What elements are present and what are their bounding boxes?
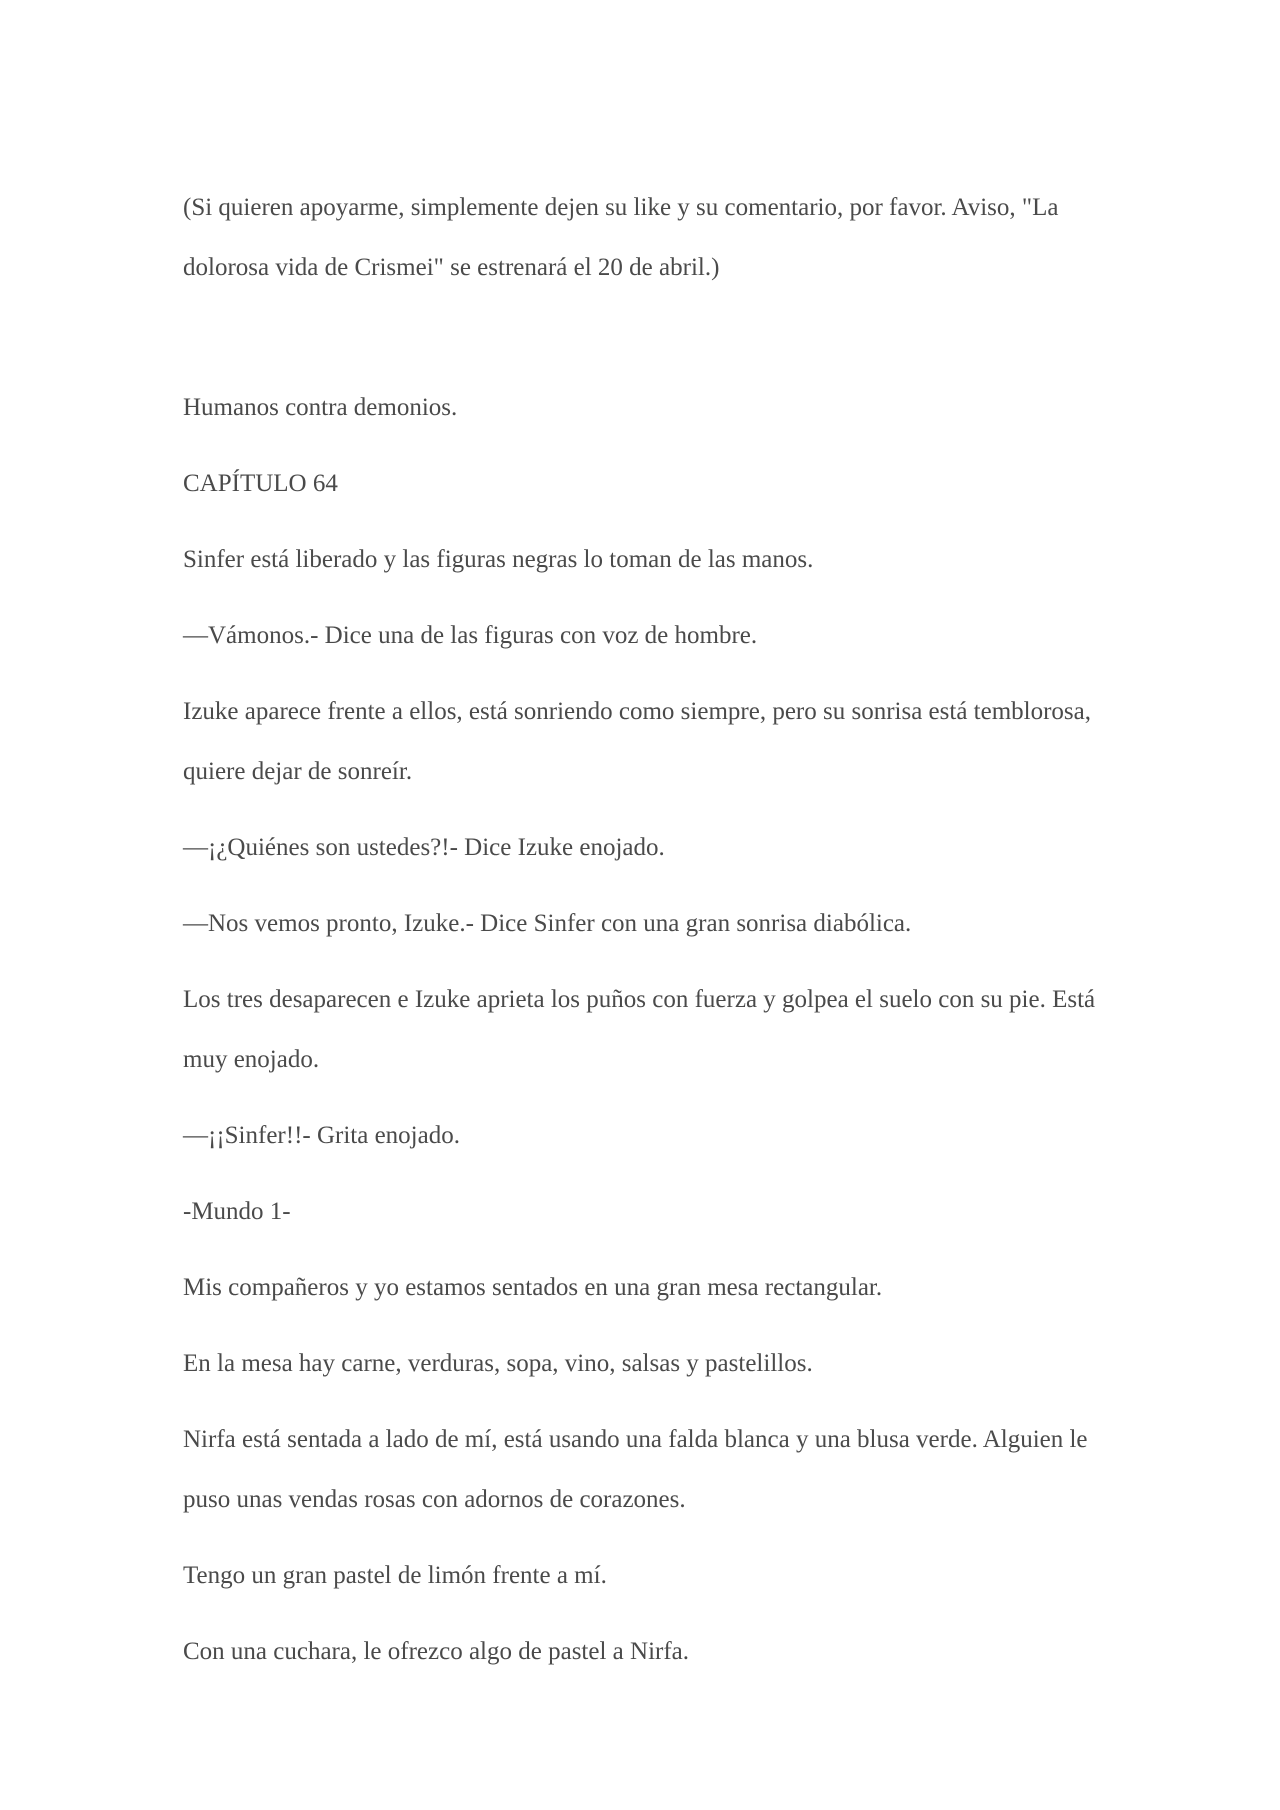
paragraph: Izuke aparece frente a ellos, está sonriendo como siempre, pero su sonrisa está temblorosa, quiere dejar de sonreír.: [183, 698, 1091, 785]
paragraph: Los tres desaparecen e Izuke aprieta los puños con fuerza y golpea el suelo con su pie. Está muy enojado.: [183, 986, 1096, 1073]
paragraph: Sinfer está liberado y las figuras negras lo toman de las manos.: [183, 546, 814, 573]
paragraph: Nirfa está sentada a lado de mí, está usando una falda blanca y una blusa verde. Alguien le puso unas vendas rosas con adornos de corazones.: [183, 1426, 1088, 1513]
paragraph: Tengo un gran pastel de limón frente a mí.: [183, 1562, 607, 1589]
paragraph: Mis compañeros y yo estamos sentados en una gran mesa rectangular.: [183, 1274, 883, 1301]
story-title: Humanos contra demonios.: [183, 394, 458, 421]
dialogue-paragraph: —¡¡Sinfer!!- Grita enojado.: [183, 1122, 460, 1149]
scene-heading: -Mundo 1-: [183, 1198, 291, 1225]
dialogue-paragraph: —Vámonos.- Dice una de las figuras con voz de hombre.: [183, 622, 758, 649]
paragraph: Con una cuchara, le ofrezco algo de pastel a Nirfa.: [183, 1638, 690, 1665]
dialogue-paragraph: —¡¿Quiénes son ustedes?!- Dice Izuke enojado.: [183, 834, 665, 861]
paragraph: En la mesa hay carne, verduras, sopa, vino, salsas y pastelillos.: [183, 1350, 813, 1377]
author-note-paragraph: (Si quieren apoyarme, simplemente dejen su like y su comentario, por favor. Aviso, "La dolorosa vida de Crismei" se estrenará el 20 de abril.): [183, 194, 1059, 281]
dialogue-paragraph: —Nos vemos pronto, Izuke.- Dice Sinfer con una gran sonrisa diabólica.: [183, 910, 912, 937]
document-body: [183, 178, 1123, 1698]
chapter-heading: CAPÍTULO 64: [183, 470, 338, 497]
